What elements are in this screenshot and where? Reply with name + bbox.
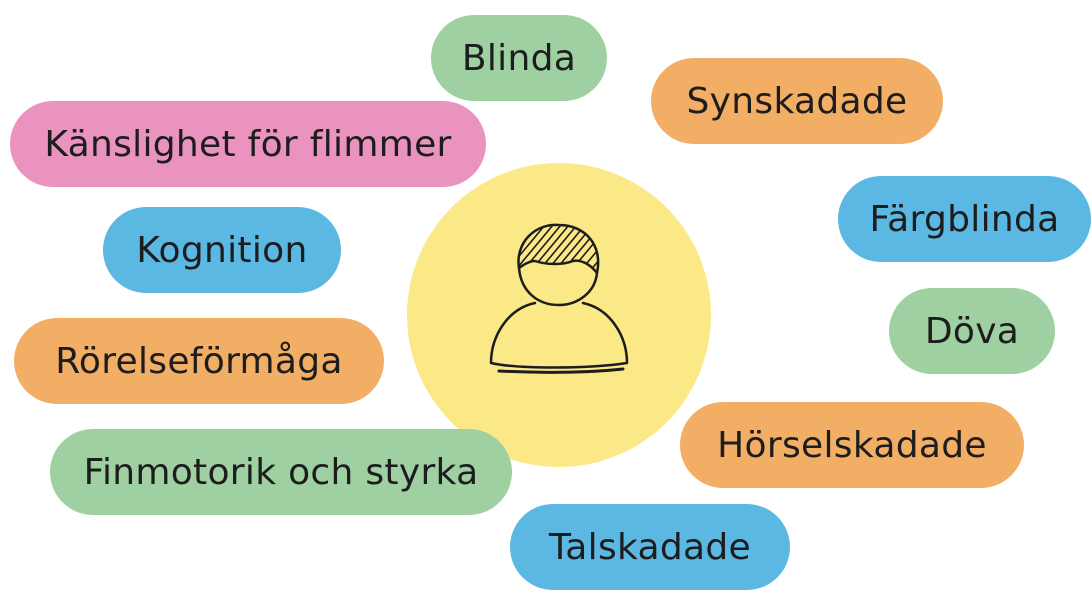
label-dova: Döva	[889, 288, 1055, 374]
person-icon	[477, 213, 641, 389]
label-finmotorik-och-styrka: Finmotorik och styrka	[50, 429, 512, 515]
label-fargblinda: Färgblinda	[838, 176, 1091, 262]
label-kognition: Kognition	[103, 207, 341, 293]
label-horselskadade: Hörselskadade	[680, 402, 1024, 488]
label-blinda: Blinda	[431, 15, 607, 101]
label-kanslighet-for-flimmer: Känslighet för flimmer	[10, 101, 486, 187]
label-talskadade: Talskadade	[510, 504, 790, 590]
label-rorelseformaga: Rörelseförmåga	[14, 318, 384, 404]
label-synskadade: Synskadade	[651, 58, 943, 144]
